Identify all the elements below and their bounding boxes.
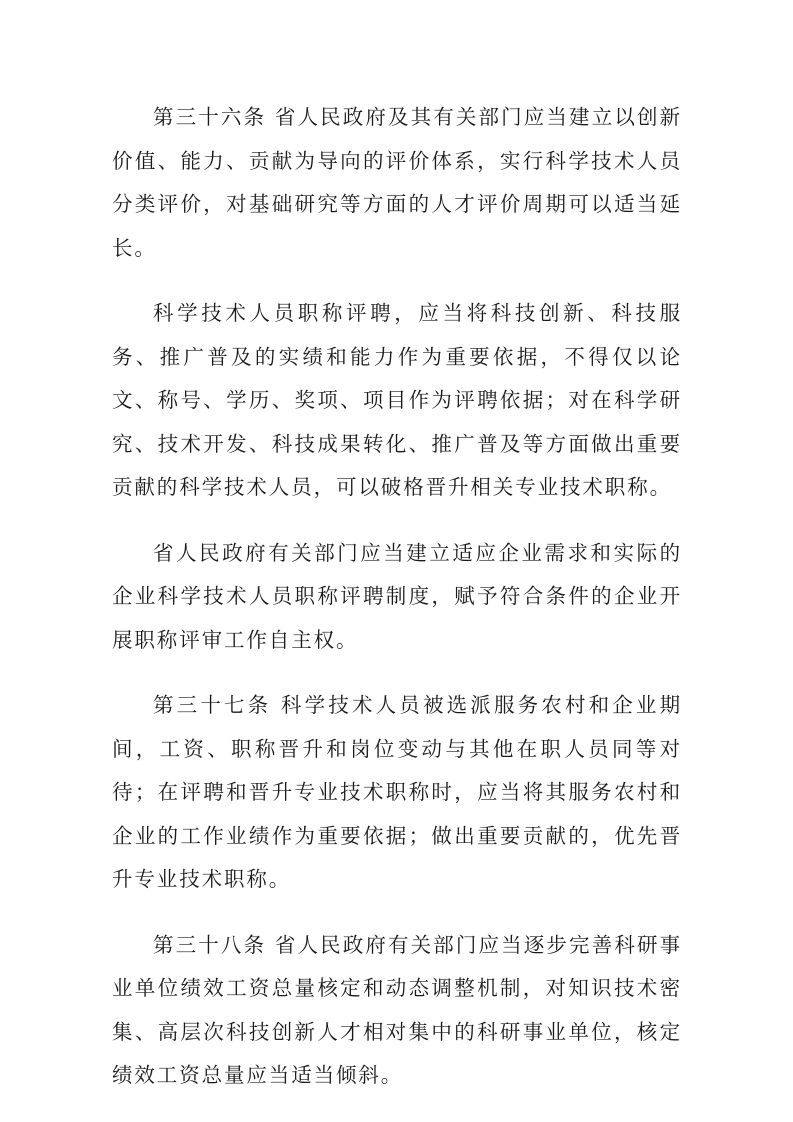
article-38-paragraph: 第三十八条 省人民政府有关部门应当逐步完善科研事业单位绩效工资总量核定和动态调整机制，对知识技术密集、高层次科技创新人才相对集中的科研事业单位，核定绩效工资总量应当适当倾斜。 xyxy=(112,932,682,1087)
enterprise-title-paragraph: 省人民政府有关部门应当建立适应企业需求和实际的企业科学技术人员职称评聘制度，赋予符合条件的企业开展职称评审工作自主权。 xyxy=(112,540,682,652)
document-page xyxy=(112,96,682,1120)
article-36-paragraph: 第三十六条 省人民政府及其有关部门应当建立以创新价值、能力、贡献为导向的评价体系，实行科学技术人员分类评价，对基础研究等方面的人才评价周期可以适当延长。 xyxy=(112,105,682,260)
article-37-paragraph: 第三十七条 科学技术人员被选派服务农村和企业期间，工资、职称晋升和岗位变动与其他在职人员同等对待；在评聘和晋升专业技术职称时，应当将其服务农村和企业的工作业绩作为重要依据；做出重要贡献的，优先晋升专业技术职称。 xyxy=(112,693,682,891)
title-evaluation-paragraph: 科学技术人员职称评聘，应当将科技创新、科技服务、推广普及的实绩和能力作为重要依据，不得仅以论文、称号、学历、奖项、项目作为评聘依据；对在科学研究、技术开发、科技成果转化、推广普及等方面做出重要贡献的科学技术人员，可以破格晋升相关专业技术职称。 xyxy=(112,301,682,499)
